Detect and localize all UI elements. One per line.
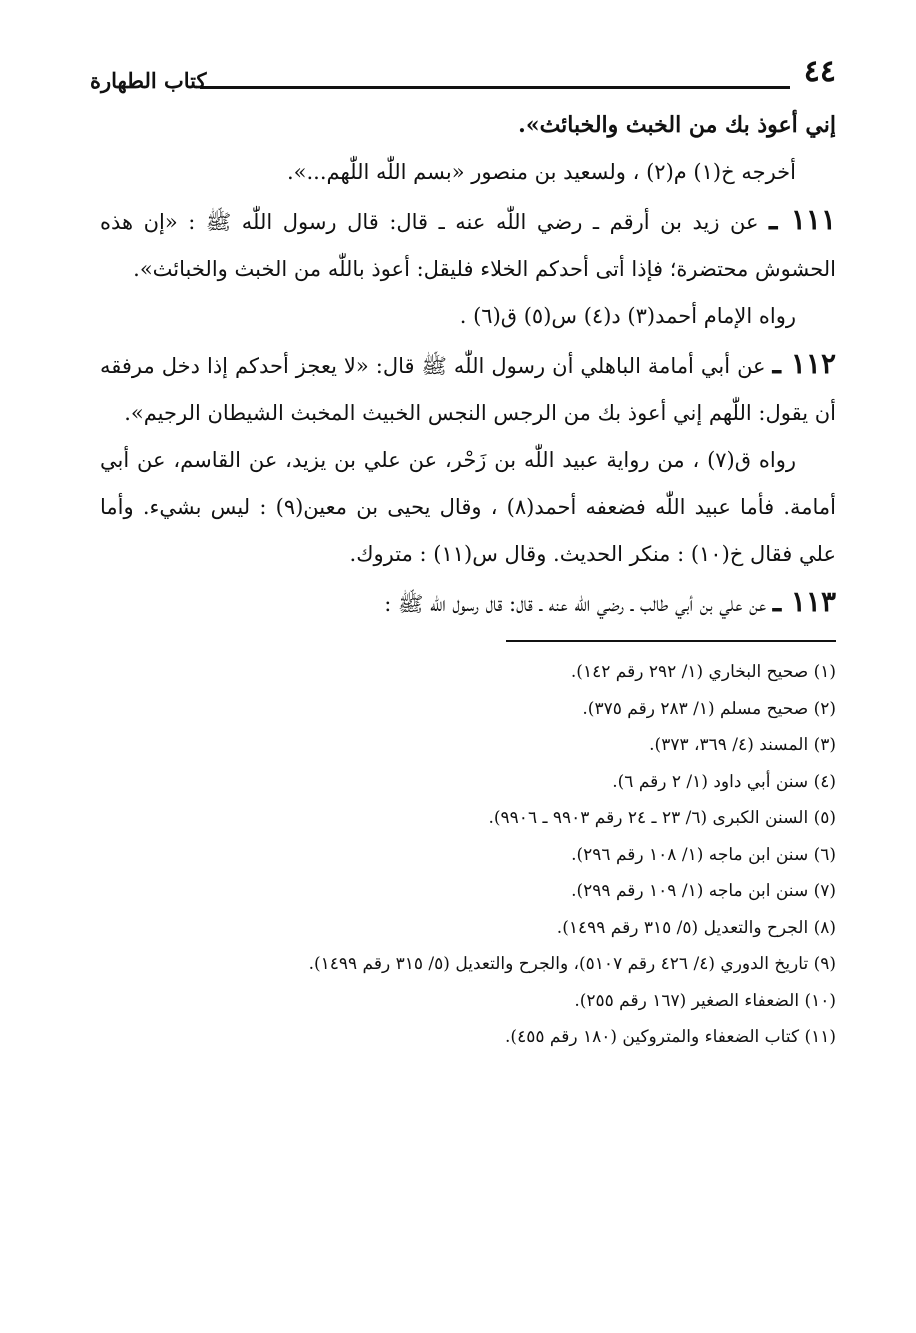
paragraph-continuation [100, 102, 836, 149]
hadith-112 [100, 340, 836, 437]
hadith-number: ١١٢ ـ [772, 347, 836, 380]
paragraph-text: رواه الإمام أحمد(٣) د(٤) س(٥) ق(٦) . [459, 304, 796, 328]
paragraph-takhrij [100, 149, 836, 196]
footnote-10: (١٠) الضعفاء الصغير (١٦٧ رقم ٢٥٥). [574, 990, 836, 1011]
footnote-4: (٤) سنن أبي داود (١/ ٢ رقم ٦). [612, 771, 836, 792]
hadith-number: ١١٣ ـ [772, 585, 836, 618]
book-page [90, 52, 836, 1056]
footnote-3: (٣) المسند (٤/ ٣٦٩، ٣٧٣). [649, 735, 836, 755]
footnote-6: (٦) سنن ابن ماجه (١/ ١٠٨ رقم ٢٩٦). [571, 844, 836, 865]
hadith-113 [100, 578, 836, 628]
hadith-111 [100, 196, 836, 293]
footnotes [100, 654, 836, 1056]
hadith-text: عن أبي أمامة الباهلي أن رسول اللّٰه ﷺ قال: «لا يعجز أحدكم إذا دخل مرفقه أن يقول: اللّٰهم إني أعوذ بك من الرجس النجس الخبيث المخبث الشيطان الرجيم». [100, 354, 836, 425]
header-rule [200, 86, 790, 89]
paragraph-text: إني أعوذ بك من الخبث والخبائث». [518, 112, 836, 138]
footnote-8: (٨) الجرح والتعديل (٥/ ٣١٥ رقم ١٤٩٩). [556, 917, 836, 938]
page-header [90, 52, 836, 96]
paragraph-takhrij [100, 293, 836, 340]
footnote-1: (١) صحيح البخاري (١/ ٢٩٢ رقم ١٤٢). [570, 662, 836, 682]
paragraph-text: رواه ق(٧) ، من رواية عبيد اللّٰه بن زَحْر، عن علي بن يزيد، عن القاسم، عن أبي أمامة. فأما عبيد اللّٰه فضعفه أحمد(٨) ، وقال يحيى بن معين(٩) : ليس بشيء. وأما علي فقال خ(١٠) : منكر الحديث. وقال س(١١) : متروك. [100, 448, 836, 566]
footnote-7: (٧) سنن ابن ماجه (١/ ١٠٩ رقم ٢٩٩). [571, 881, 836, 901]
footnote-5: (٥) السنن الكبرى (٦/ ٢٣ ـ ٢٤ رقم ٩٩٠٣ ـ ٩٩٠٦). [488, 808, 836, 828]
hadith-number: ١١١ ـ [769, 203, 836, 236]
page-number: ٤٤ [803, 54, 836, 89]
footnote-2: (٢) صحيح مسلم (١/ ٢٨٣ رقم ٣٧٥). [582, 698, 836, 719]
running-title: كتاب الطهارة [90, 68, 207, 93]
hadith-text: عن زيد بن أرقم ـ رضي اللّٰه عنه ـ قال: قال رسول اللّٰه ﷺ : «إن هذه الحشوش محتضرة؛ فإذا أتى أحدكم الخلاء فليقل: أعوذ باللّٰه من الخبث والخبائث». [100, 210, 836, 281]
paragraph-takhrij [100, 437, 836, 578]
hadith-text: عن علي بن أبي طالب ـ رضي اللّٰه عنه ـ قال: قال رسول اللّٰه ﷺ : [384, 592, 767, 616]
paragraph-text: أخرجه خ(١) م(٢) ، ولسعيد بن منصور «بسم اللّٰه اللّٰهم...». [286, 160, 796, 184]
footnote-9: (٩) تاريخ الدوري (٤/ ٤٢٦ رقم ٥١٠٧)، والجرح والتعديل (٥/ ٣١٥ رقم ١٤٩٩). [308, 954, 836, 974]
footnote-11: (١١) كتاب الضعفاء والمتروكين (١٨٠ رقم ٤٥٥). [505, 1027, 836, 1047]
footnote-rule [506, 640, 836, 642]
